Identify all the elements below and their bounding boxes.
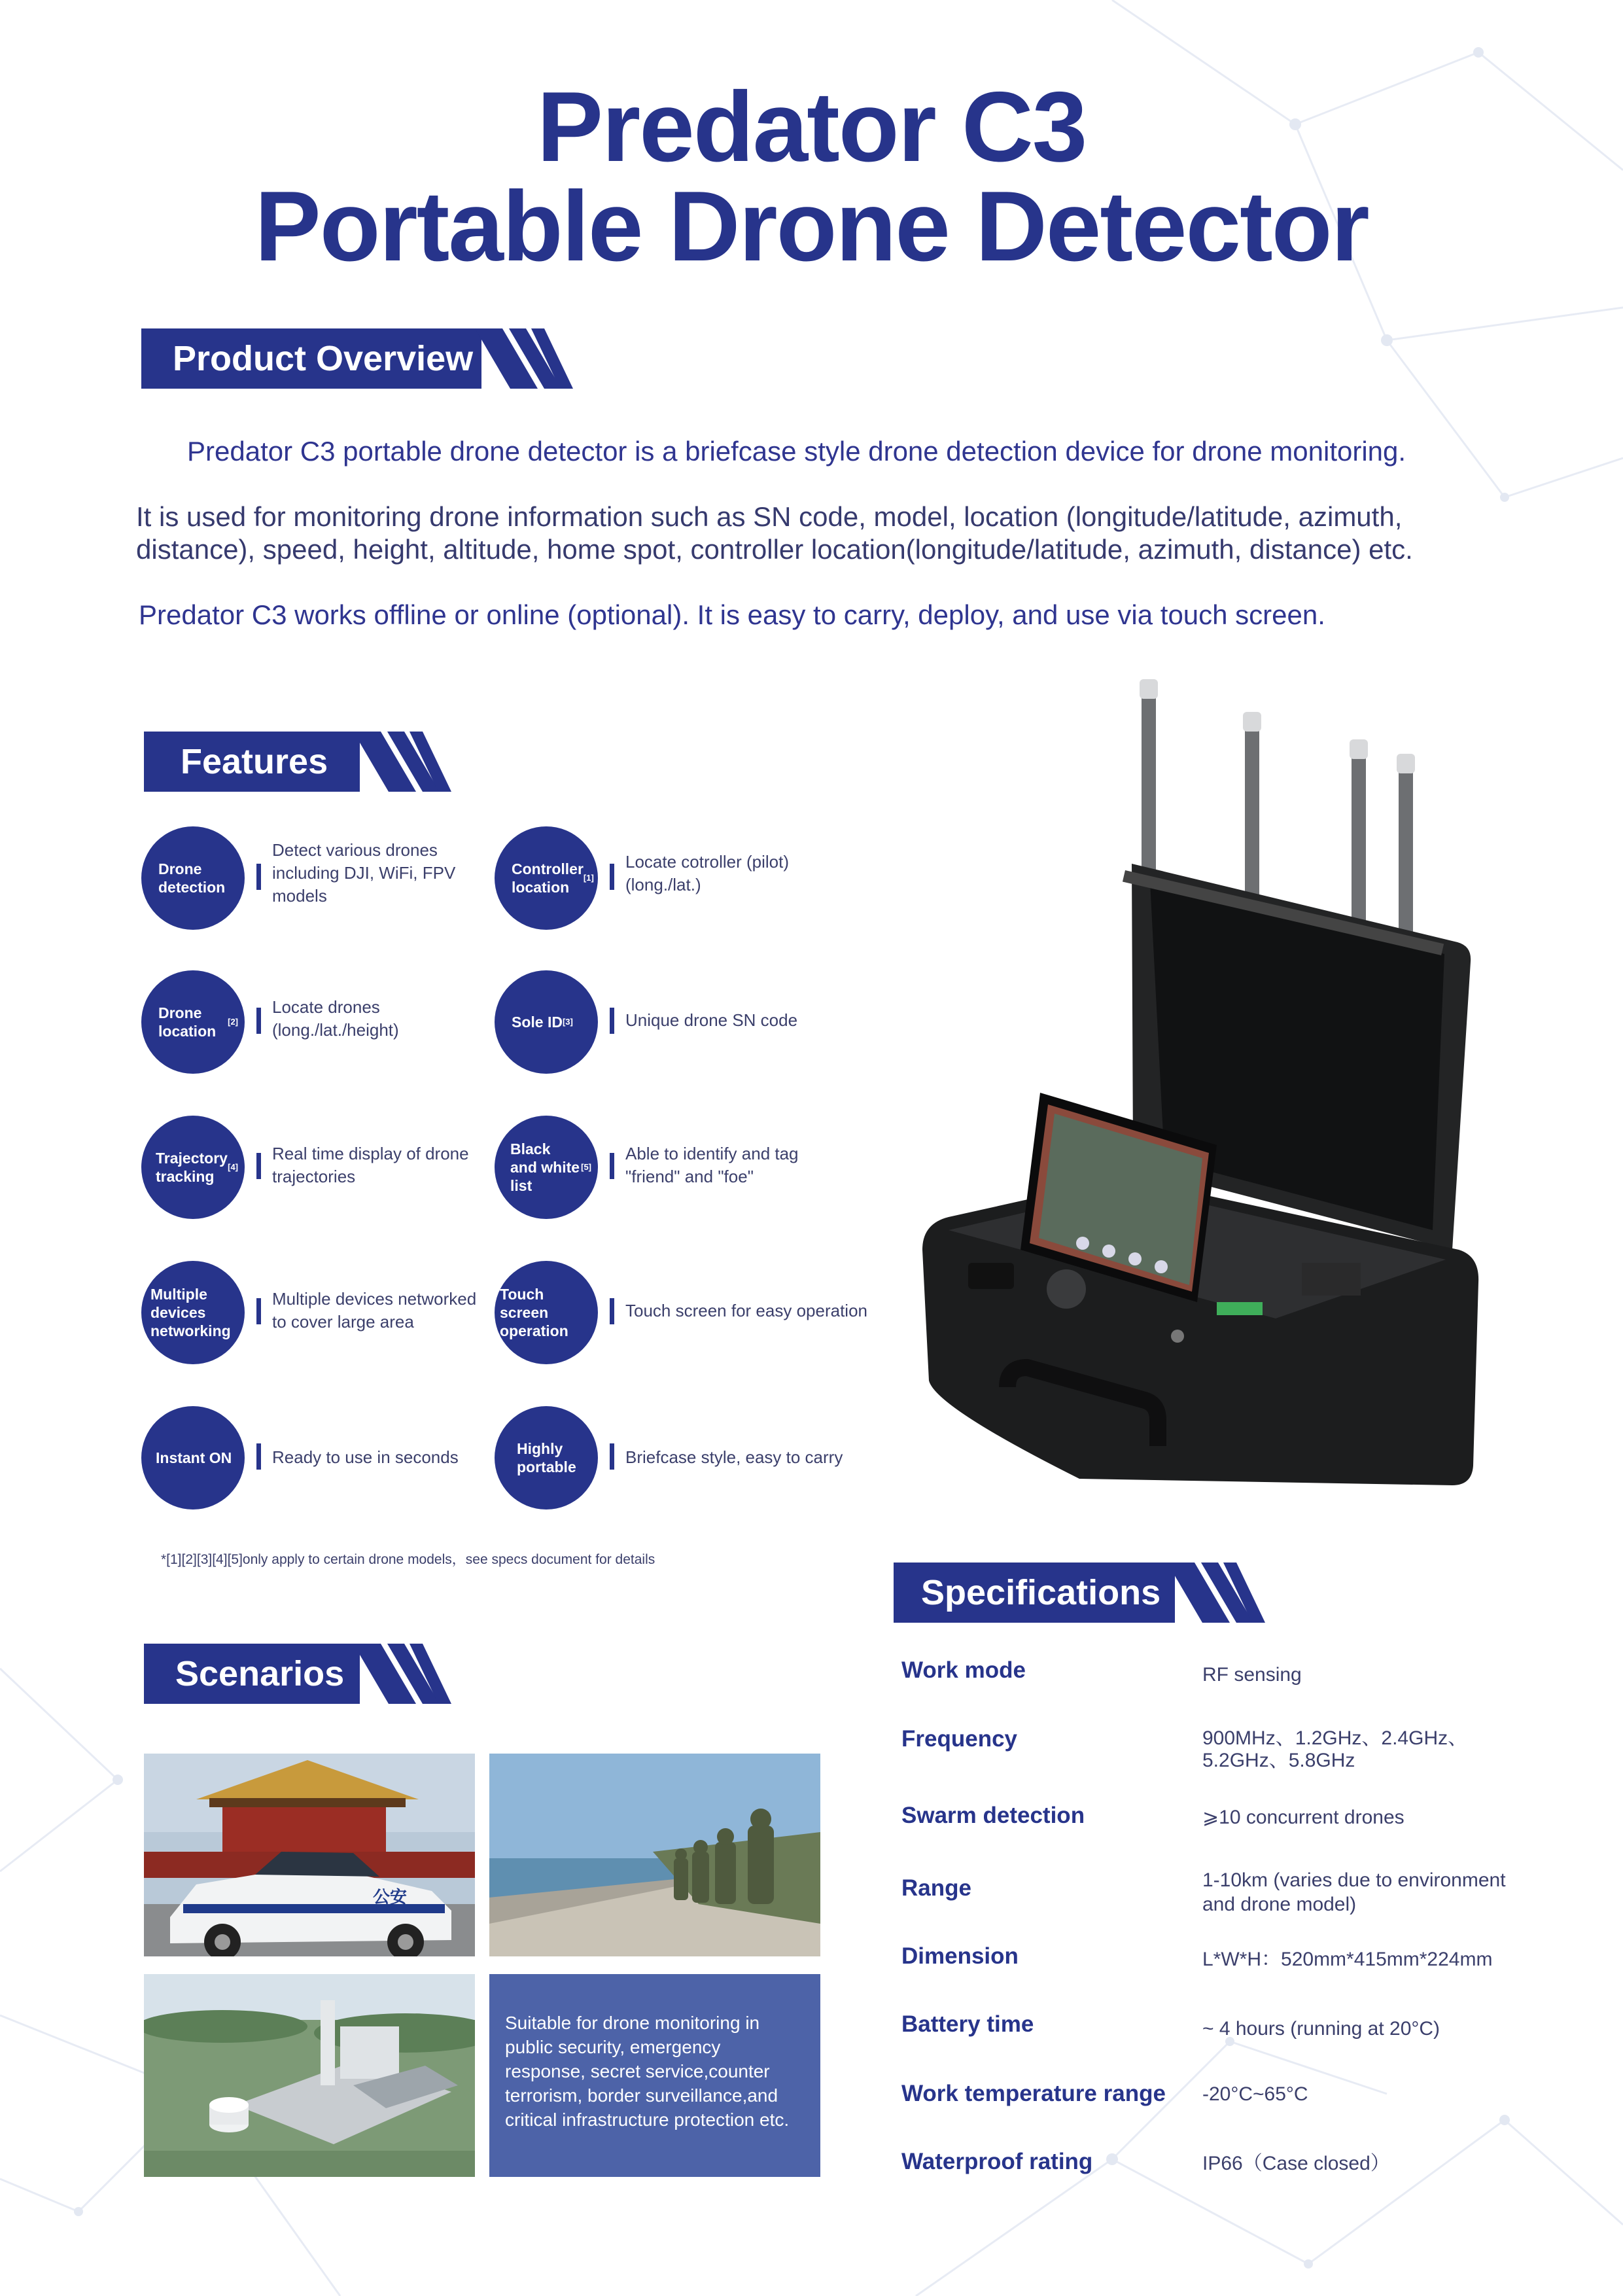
feature-multiple-devices-icon: Multiple devices networking — [141, 1261, 245, 1364]
spec-value-battery-time: ~ 4 hours (running at 20°C) — [1202, 2018, 1440, 2040]
spec-value-waterproof-rating: IP66（Case closed） — [1202, 2153, 1390, 2174]
feature-sole-id-desc: Unique drone SN code — [625, 1010, 798, 1030]
spec-value-work-temperature: -20°C~65°C — [1202, 2083, 1308, 2105]
feature-divider — [256, 1443, 261, 1470]
product-image-briefcase-detector — [909, 674, 1485, 1492]
spec-key-work-temperature: Work temperature range — [901, 2081, 1166, 2106]
spec-value-dimension: L*W*H：520mm*415mm*224mm — [1202, 1949, 1493, 1970]
spec-key-work-mode: Work mode — [901, 1657, 1026, 1683]
features-title: Features — [144, 732, 360, 792]
overview-paragraph-3: Predator C3 works offline or online (optional). It is easy to carry, deploy, and use via touch screen. — [139, 599, 1325, 630]
overview-paragraph-2a: It is used for monitoring drone information such as SN code, model, location (longitude/latitude, azimuth, — [136, 501, 1403, 532]
feature-divider — [256, 1153, 261, 1179]
spec-key-range: Range — [901, 1875, 971, 1901]
feature-drone-location-icon: Drone location [2] — [141, 970, 245, 1074]
feature-divider — [610, 1153, 614, 1179]
scenario-photo-public-security — [144, 1754, 475, 1956]
feature-multiple-devices-desc: Multiple devices networked to cover large area — [272, 1289, 477, 1332]
spec-key-swarm-detection: Swarm detection — [901, 1803, 1085, 1828]
feature-sole-id-icon: Sole ID [3] — [495, 970, 598, 1074]
feature-touch-screen-icon: Touch screen operation — [495, 1261, 598, 1364]
spec-key-battery-time: Battery time — [901, 2011, 1034, 2037]
product-overview-title: Product Overview — [141, 328, 481, 389]
scenarios-description-panel: Suitable for drone monitoring in public security, emergency response, secret service,counter terrorism, border surveillance,and critical infrastructure protection etc. — [489, 1974, 820, 2177]
page-title-line2: Portable Drone Detector — [254, 171, 1369, 282]
spec-value-range-line2: and drone model) — [1202, 1894, 1357, 1915]
feature-instant-on-desc: Ready to use in seconds — [272, 1447, 459, 1467]
feature-highly-portable-icon: Highly portable — [495, 1406, 598, 1510]
police-car-label: 公安 — [373, 1888, 408, 1907]
header-stripes-icon — [475, 328, 573, 389]
spec-value-frequency: 900MHz、1.2GHz、2.4GHz、 — [1202, 1727, 1468, 1749]
feature-divider — [610, 1298, 614, 1324]
feature-divider — [610, 1443, 614, 1470]
specifications-title: Specifications — [894, 1563, 1175, 1623]
feature-touch-screen-desc: Touch screen for easy operation — [625, 1301, 867, 1320]
product-overview-header — [141, 328, 567, 389]
spec-key-frequency: Frequency — [901, 1726, 1017, 1752]
scenario-photo-border-surveillance — [489, 1754, 820, 1956]
feature-trajectory-tracking-desc: Real time display of drone trajectories — [272, 1144, 469, 1186]
feature-drone-detection-icon: Drone detection — [141, 826, 245, 930]
spec-key-waterproof-rating: Waterproof rating — [901, 2149, 1093, 2174]
header-stripes-icon — [353, 732, 451, 792]
scenario-photo-infrastructure — [144, 1974, 475, 2177]
spec-value-work-mode: RF sensing — [1202, 1664, 1302, 1686]
scenarios-header — [144, 1644, 445, 1704]
spec-value-swarm-detection: ⩾10 concurrent drones — [1202, 1807, 1405, 1828]
features-header — [144, 732, 445, 792]
feature-divider — [610, 1008, 614, 1034]
specifications-header — [894, 1563, 1260, 1623]
feature-divider — [256, 1298, 261, 1324]
feature-black-white-list-icon: Black and white list [5] — [495, 1116, 598, 1219]
feature-controller-location-desc: Locate cotroller (pilot) (long./lat.) — [625, 852, 789, 894]
features-footnote: *[1][2][3][4][5]only apply to certain drone models，see specs document for details — [161, 1552, 655, 1567]
header-stripes-icon — [1167, 1563, 1265, 1623]
spec-key-dimension: Dimension — [901, 1943, 1019, 1969]
header-stripes-icon — [353, 1644, 451, 1704]
feature-divider — [610, 864, 614, 890]
feature-divider — [256, 1008, 261, 1034]
spec-value-frequency-line2: 5.2GHz、5.8GHz — [1202, 1750, 1355, 1771]
scenarios-title: Scenarios — [144, 1644, 360, 1704]
feature-drone-detection-desc: Detect various drones including DJI, WiFi, FPV models — [272, 840, 456, 906]
feature-drone-location-desc: Locate drones (long./lat./height) — [272, 997, 399, 1040]
feature-instant-on-icon: Instant ON — [141, 1406, 245, 1510]
overview-paragraph-2b: distance), speed, height, altitude, home spot, controller location(longitude/latitude, azimuth, distance) etc. — [136, 534, 1413, 565]
spec-value-range: 1-10km (varies due to environment — [1202, 1869, 1506, 1891]
feature-black-white-list-desc: Able to identify and tag "friend" and "foe" — [625, 1144, 799, 1186]
overview-paragraph-1: Predator C3 portable drone detector is a briefcase style drone detection device for drone monitoring. — [187, 436, 1406, 467]
feature-trajectory-tracking-icon: Trajectory tracking [4] — [141, 1116, 245, 1219]
page-title-line1: Predator C3 — [536, 71, 1087, 183]
feature-highly-portable-desc: Briefcase style, easy to carry — [625, 1447, 843, 1467]
feature-divider — [256, 864, 261, 890]
feature-controller-location-icon: Controller location [1] — [495, 826, 598, 930]
